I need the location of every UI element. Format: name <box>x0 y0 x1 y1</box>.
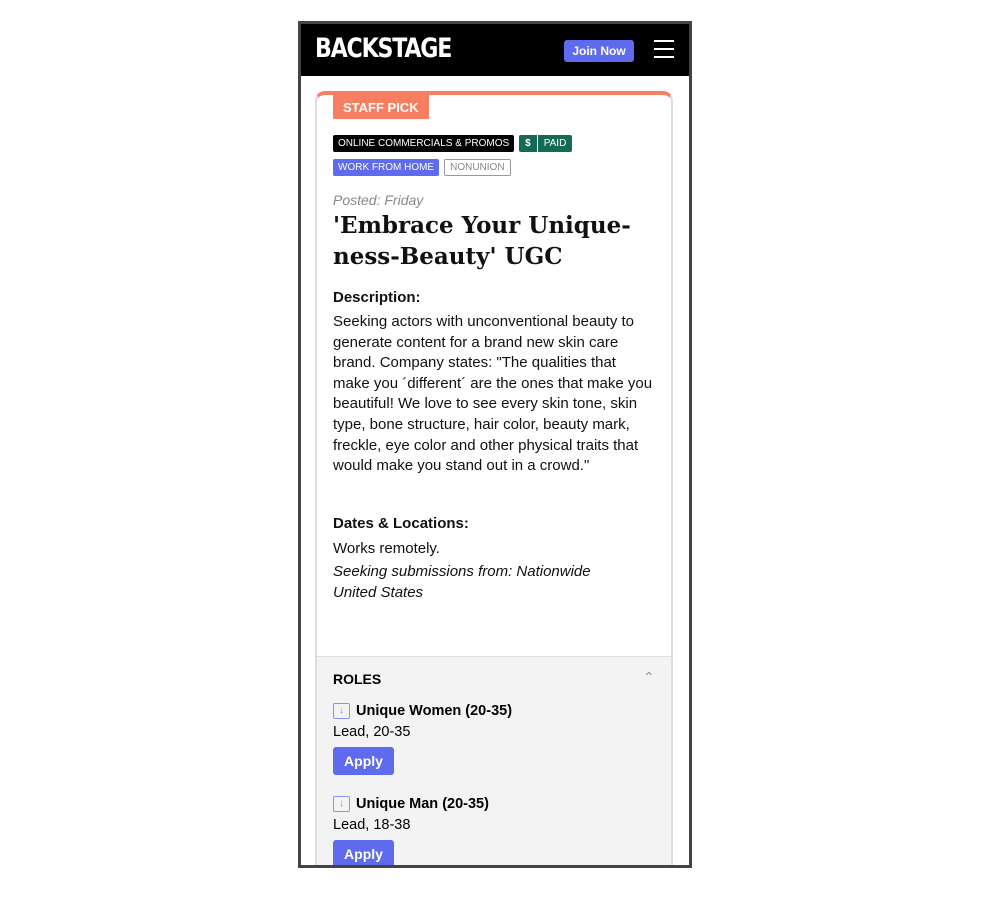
mobile-frame <box>298 21 692 868</box>
apply-button[interactable]: Apply <box>333 747 394 775</box>
role-item <box>333 703 512 775</box>
nonunion-tag: NONUNION <box>444 159 510 176</box>
apply-button[interactable]: Apply <box>333 840 394 868</box>
description-text: Seeking actors with unconventional beauty to generate content for a brand new skin care brand. Company states: "The qualities that make you ´different´ are the ones that make you beautiful! We love to see every skin tone, skin type, bone structure, hair color, beauty mark, freckle, eye color and other physical traits that would make you stand out in a crowd." <box>333 313 653 475</box>
posted-date: Posted: Friday <box>333 192 424 208</box>
role-name[interactable]: Unique Man (20-35) <box>356 796 489 812</box>
casting-card <box>315 91 673 868</box>
role-download-icon: ↓ <box>333 796 350 812</box>
backstage-logo[interactable]: BACKSTAGE <box>315 33 452 64</box>
role-name[interactable]: Unique Women (20-35) <box>356 703 513 719</box>
paid-label: PAID <box>543 138 567 149</box>
work-from-home-tag: WORK FROM HOME <box>333 159 439 176</box>
role-detail: Lead, 18-38 <box>333 817 411 833</box>
category-tag: ONLINE COMMERCIALS & PROMOS <box>333 135 514 152</box>
works-remotely-text: Works remotely. <box>333 540 440 557</box>
dates-locations-label: Dates & Locations: <box>333 515 469 532</box>
join-now-button[interactable]: Join Now <box>564 40 634 62</box>
site-header <box>301 24 689 76</box>
description-label: Description: <box>333 289 421 306</box>
role-item <box>333 796 489 868</box>
seeking-submissions-text: Seeking submissions from: Nationwide United States <box>333 563 591 601</box>
roles-heading: ROLES <box>333 671 382 687</box>
page-title: 'Embrace Your Unique-ness-Beauty' UGC <box>333 212 631 270</box>
chevron-up-icon[interactable]: ⌃ <box>643 669 655 685</box>
staff-pick-badge: STAFF PICK <box>333 94 429 119</box>
roles-section <box>317 656 671 868</box>
paid-tag <box>519 135 572 152</box>
role-detail: Lead, 20-35 <box>333 724 411 740</box>
hamburger-menu-icon[interactable] <box>654 40 674 60</box>
role-download-icon: ↓ <box>333 703 350 719</box>
dollar-icon: $ <box>519 135 538 152</box>
